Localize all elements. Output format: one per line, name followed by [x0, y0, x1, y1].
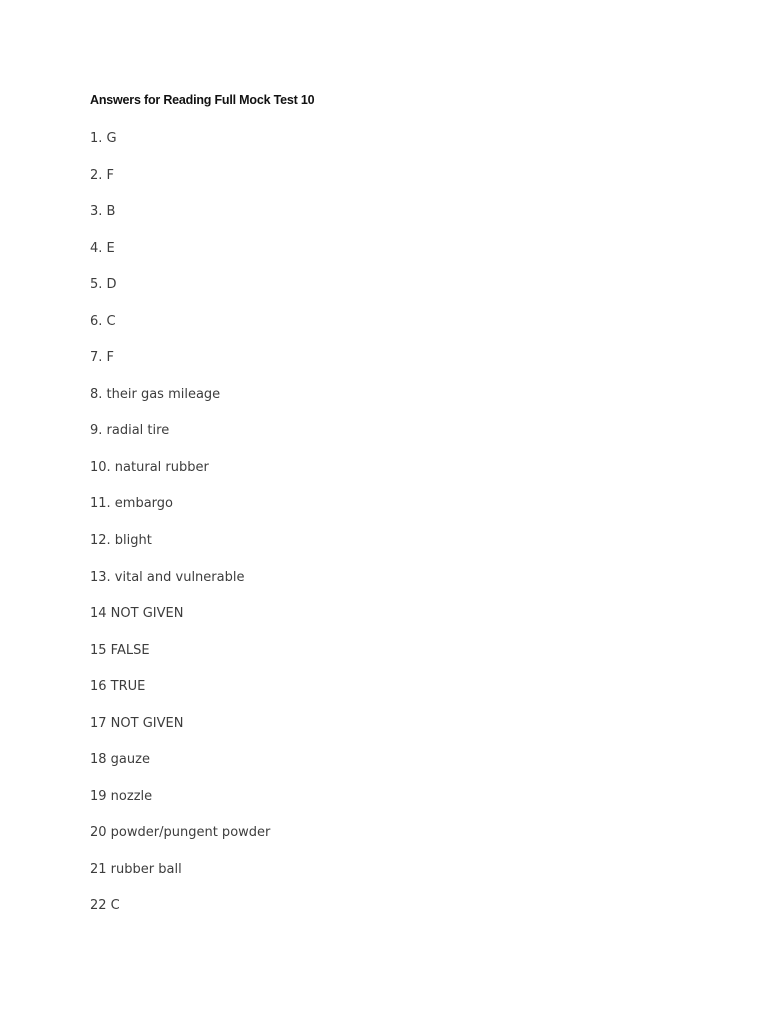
answer-item: 10. natural rubber — [90, 459, 209, 475]
answer-list — [90, 130, 270, 934]
answer-item: 3. B — [90, 204, 116, 220]
answer-item: 2. F — [90, 167, 115, 183]
document-title: Answers for Reading Full Mock Test 10 — [90, 93, 315, 107]
answer-item: 7. F — [90, 350, 115, 366]
answer-item: 12. blight — [90, 533, 152, 549]
answer-item: 18 gauze — [90, 752, 150, 768]
answer-item: 1. G — [90, 131, 117, 146]
answer-item: 19 nozzle — [90, 788, 153, 804]
answer-item: 14 NOT GIVEN — [90, 606, 184, 622]
answer-item: 4. E — [90, 240, 115, 256]
answer-item: 5. D — [90, 277, 117, 293]
answer-item: 17 NOT GIVEN — [90, 715, 184, 731]
answer-item: 20 powder/pungent powder — [90, 825, 271, 841]
answer-item: 11. embargo — [90, 496, 174, 512]
answer-item: 22 C — [90, 898, 120, 914]
answer-item: 8. their gas mileage — [90, 386, 221, 402]
answer-item: 13. vital and vulnerable — [90, 569, 245, 585]
answer-item: 9. radial tire — [90, 423, 170, 439]
answer-item: 6. C — [90, 313, 116, 329]
answer-item: 21 rubber ball — [90, 861, 182, 877]
answer-item: 15 FALSE — [90, 642, 150, 658]
answer-item: 16 TRUE — [90, 679, 146, 695]
